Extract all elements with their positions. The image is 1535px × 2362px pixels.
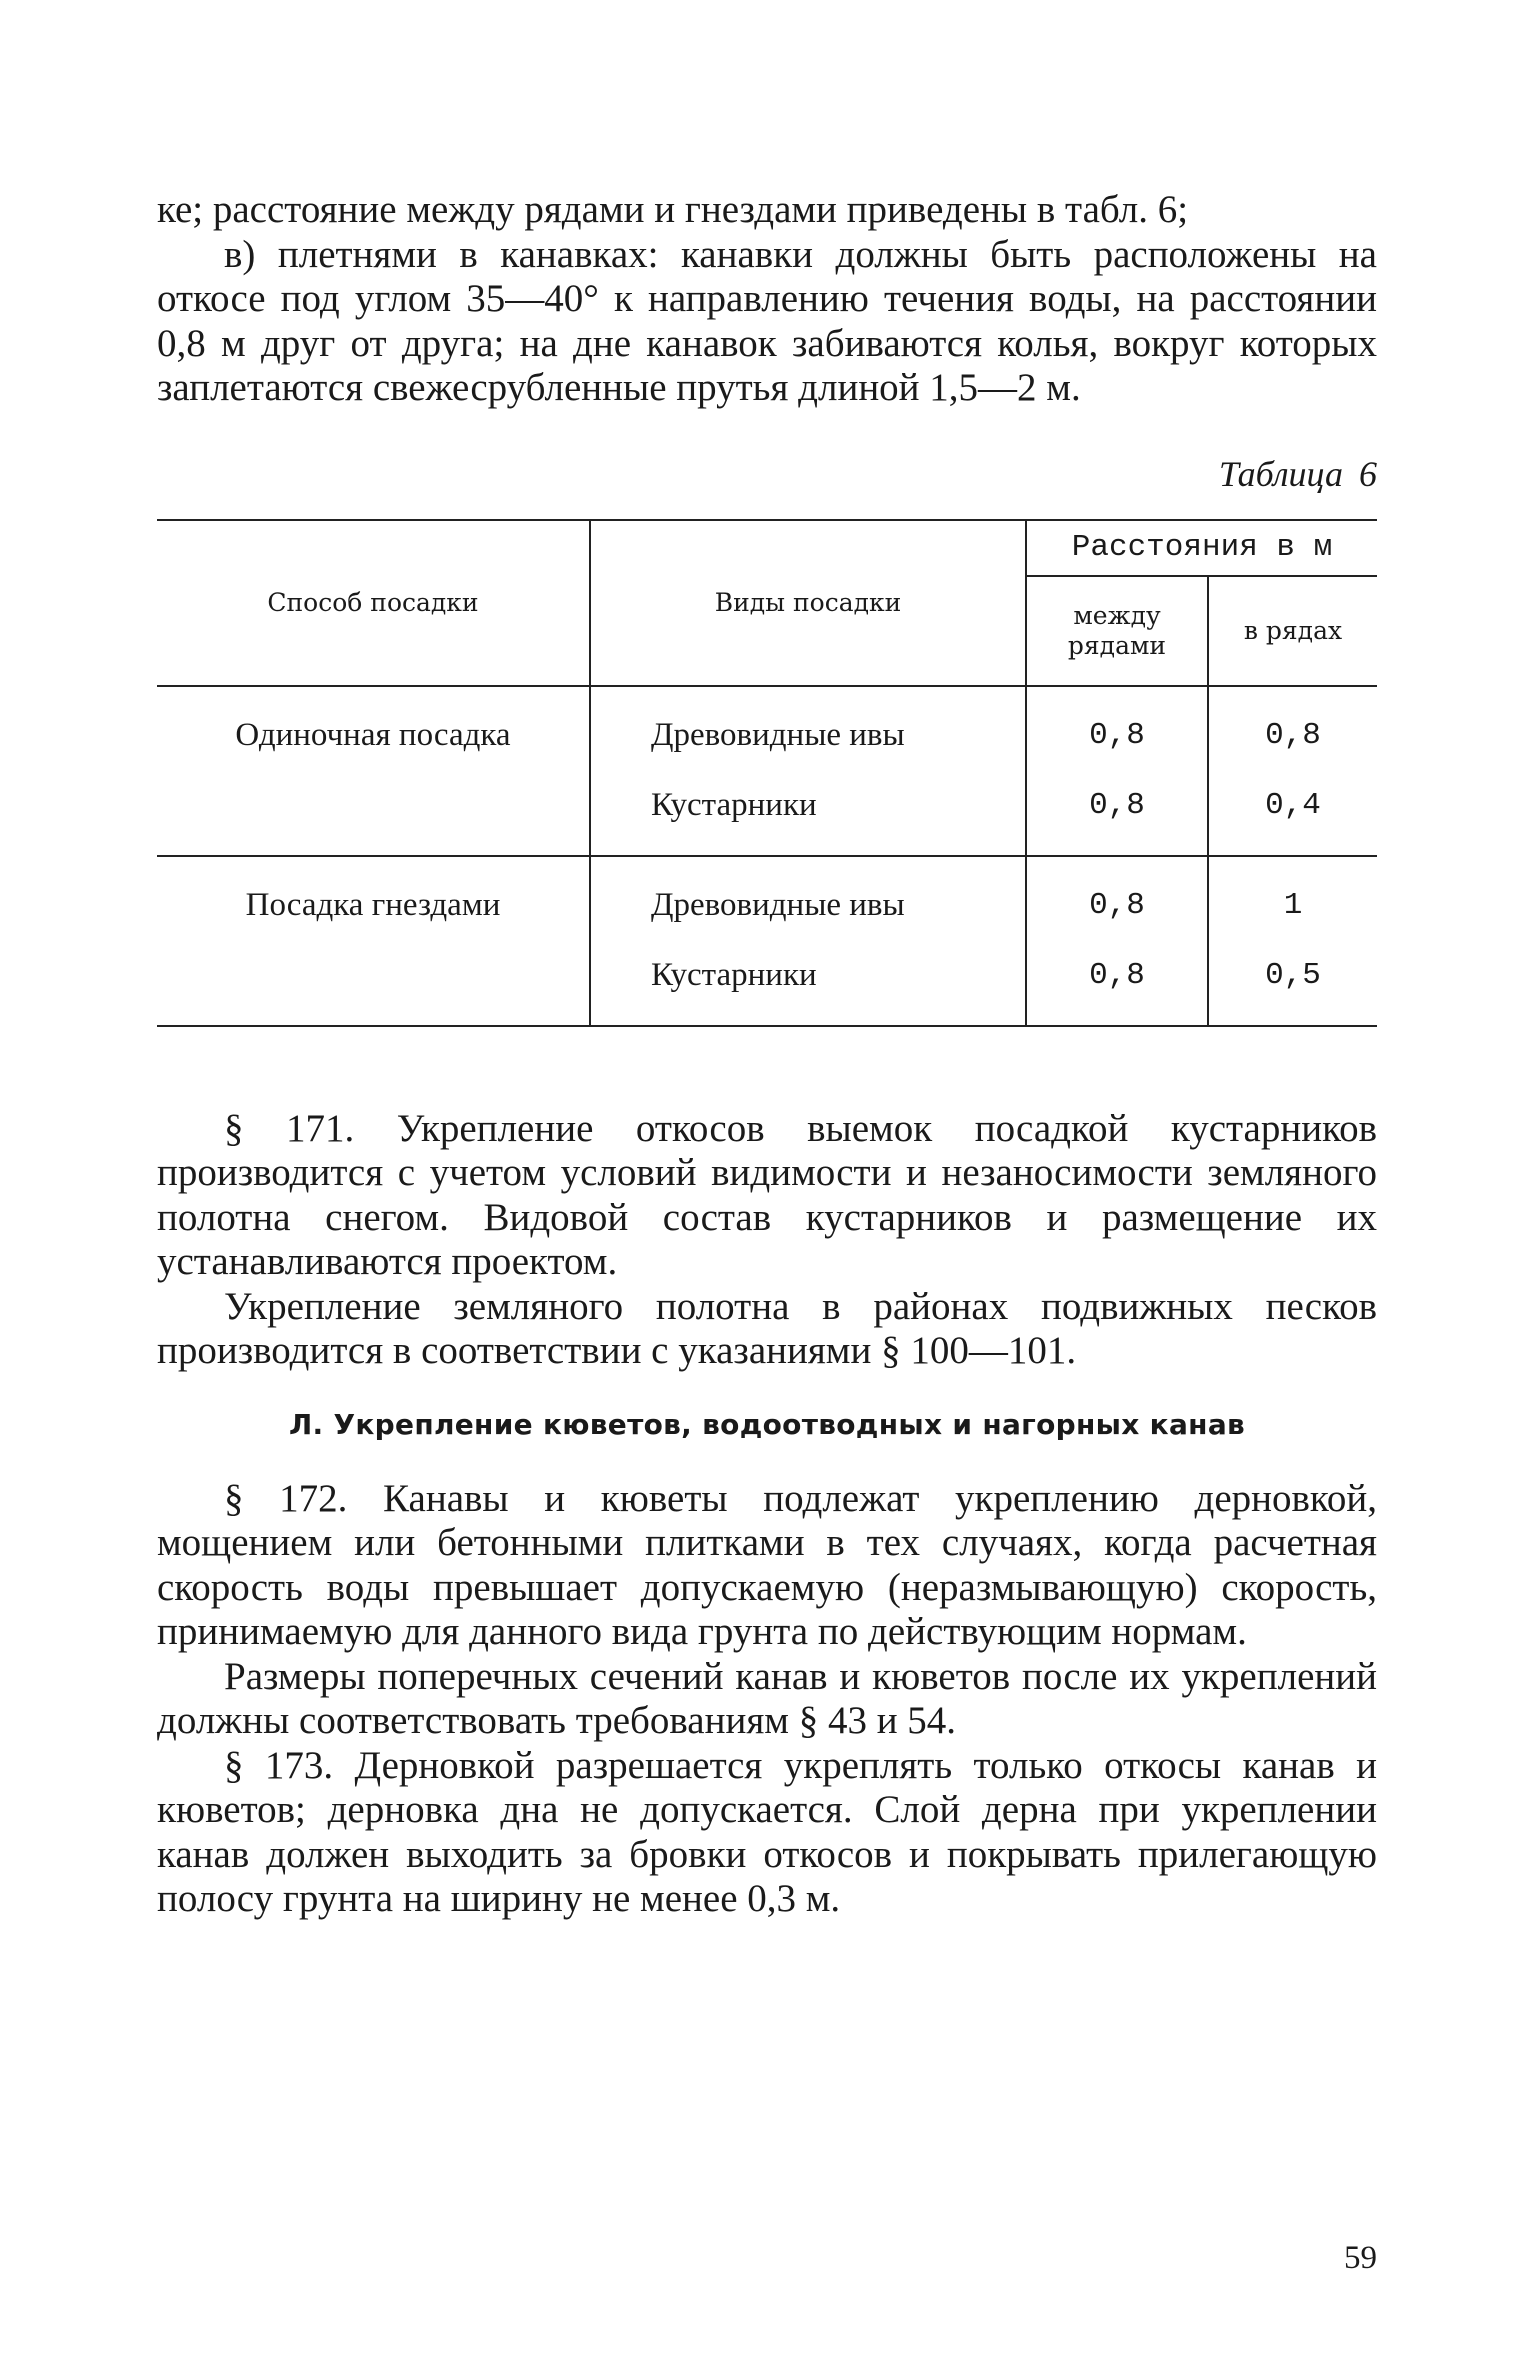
table-caption: [157, 453, 1377, 495]
cell-between: 0,8: [1026, 856, 1208, 941]
page-number: 59: [1344, 2240, 1377, 2276]
cell-kind: Кустарники: [590, 941, 1026, 1026]
cell-method: Одиночная посадка: [157, 686, 590, 856]
cell-kind: Древовидные ивы: [590, 856, 1026, 941]
cell-between: 0,8: [1026, 941, 1208, 1026]
cell-in: 0,5: [1208, 941, 1377, 1026]
cell-in: 1: [1208, 856, 1377, 941]
table-row: [157, 856, 1377, 941]
cell-in: 0,8: [1208, 686, 1377, 771]
paragraph-sections: Размеры поперечных сечений канав и кюветов после их укреплений должны соответствовать требованиям § 43 и 54.: [157, 1654, 1377, 1742]
table-caption-word: Таблица: [1218, 453, 1343, 494]
header-distances: Расстояния в м: [1026, 520, 1377, 576]
paragraph-continuation: ке; расстояние между рядами и гнездами приведены в табл. 6;: [157, 188, 1189, 231]
paragraph-173: § 173. Дерновкой разрешается укреплять только откосы канав и кюветов; дерновка дна не допускается. Слой дерна при укреплении канав должен выходить за бровки откосов и покрывать прилегающую полосу грунта на ширину не менее 0,3 м.: [157, 1743, 1377, 1920]
header-in-rows: в рядах: [1208, 576, 1377, 686]
cell-kind: Древовидные ивы: [590, 686, 1026, 771]
paragraph-171: § 171. Укрепление откосов выемок посадкой кустарников производится с учетом условий видимости и незаносимости земляного полотна снегом. Видовой состав кустарников и размещение их устанавливаются проектом.: [157, 1106, 1377, 1283]
cell-between: 0,8: [1026, 771, 1208, 856]
header-method: Способ посадки: [267, 588, 479, 617]
section-heading: Л. Укрепление кюветов, водоотводных и нагорных канав: [288, 1407, 1246, 1441]
planting-table: [157, 519, 1377, 1027]
page-content: [157, 188, 1377, 1922]
paragraph-item-v: в) плетнями в канавках: канавки должны быть расположены на откосе под углом 35—40° к направлению течения воды, на расстоянии 0,8 м друг от друга; на дне канавок забиваются колья, вокруг которых заплетаются свежесрубленные прутья длиной 1,5—2 м.: [157, 232, 1377, 409]
cell-kind: Кустарники: [590, 771, 1026, 856]
table-row: [157, 686, 1377, 771]
cell-in: 0,4: [1208, 771, 1377, 856]
cell-between: 0,8: [1026, 686, 1208, 771]
paragraph-sands: Укрепление земляного полотна в районах подвижных песков производится в соответствии с указаниями § 100—101.: [157, 1284, 1377, 1372]
table-caption-number: 6: [1359, 453, 1377, 494]
header-between-rows: между рядами: [1026, 576, 1208, 686]
paragraph-172: § 172. Канавы и кюветы подлежат укреплению дерновкой, мощением или бетонными плитками в тех случаях, когда расчетная скорость воды превышает допускаемую (неразмывающую) скорость, принимаемую для данного вида грунта по действующим нормам.: [157, 1476, 1377, 1653]
header-kind: Виды посадки: [590, 520, 1026, 686]
cell-method: Посадка гнездами: [157, 856, 590, 1026]
